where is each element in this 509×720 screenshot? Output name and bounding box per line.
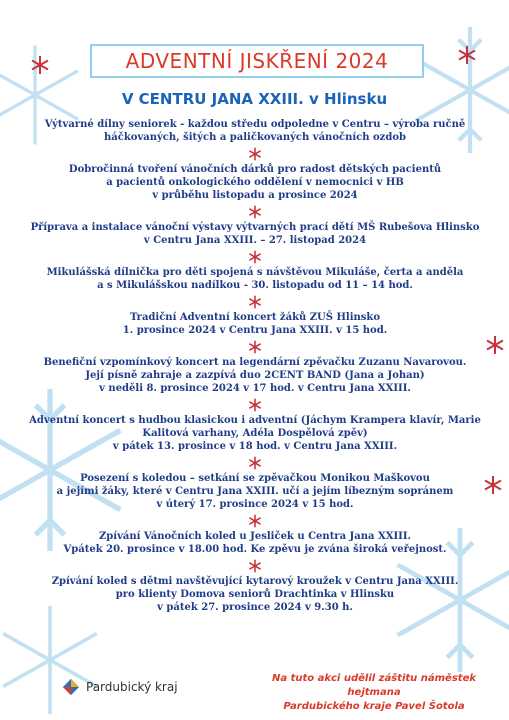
event-line: Zpívání koled s dětmi navštěvující kytarový kroužek v Centru Jana XXIII.	[51, 576, 459, 587]
snowflake-icon-red-left	[30, 55, 50, 75]
snowflake-icon	[248, 147, 262, 161]
event-item	[20, 472, 490, 511]
separator	[20, 556, 490, 575]
event-line: v pátek 27. prosince 2024 v 9.30 h.	[157, 602, 353, 613]
event-line: 1. prosince 2024 v Centru Jana XXIII. v 15 hod.	[122, 325, 388, 336]
event-line: a jejími žáky, které v Centru Jana XXIII. učí a jejím líbezným sopránem	[56, 486, 454, 497]
event-line: Výtvarné dílny seniorek - každou středu odpoledne v Centru – výroba ručně	[44, 119, 466, 130]
event-line: v pátek 13. prosince v 18 hod. v Centru Jana XXIII.	[112, 441, 398, 452]
event-item	[20, 266, 490, 292]
pardubicky-kraj-logo	[62, 678, 178, 696]
separator	[20, 292, 490, 311]
event-line: v Centru Jana XXIII. – 27. listopad 2024	[143, 235, 367, 246]
event-line: Příprava a instalace vánoční výstavy výtvarných prací dětí MŠ Rubešova Hlinsko	[30, 222, 480, 233]
event-item	[20, 118, 490, 144]
logo-text: Pardubický kraj	[86, 680, 178, 694]
event-item	[20, 221, 490, 247]
snowflake-icon	[248, 398, 262, 412]
separator	[20, 144, 490, 163]
snowflake-icon	[248, 559, 262, 573]
snowflake-icon	[248, 295, 262, 309]
event-item	[20, 414, 490, 453]
snowflake-icon-red-right	[457, 45, 477, 65]
pardubicky-kraj-logo-icon	[62, 678, 80, 696]
event-line: háčkovaných, šitých a paličkovaných vánočních ozdob	[104, 132, 406, 143]
event-item	[20, 163, 490, 202]
separator	[20, 337, 490, 356]
separator	[20, 202, 490, 221]
event-line: Adventní koncert s hudbou klasickou i adventní (Jáchym Krampera klavír, Marie	[29, 415, 481, 426]
event-line: v úterý 17. prosince 2024 v 15 hod.	[156, 499, 354, 510]
event-line: Vpátek 20. prosince v 18.00 hod. Ke zpěvu je zvána široká veřejnost.	[63, 544, 447, 555]
event-item	[20, 311, 490, 337]
separator	[20, 247, 490, 266]
snowflake-icon	[248, 205, 262, 219]
event-line: Posezení s koledou – setkání se zpěvačkou Monikou Maškovou	[80, 473, 430, 484]
event-line: Tradiční Adventní koncert žáků ZUŠ Hlinsko	[129, 312, 381, 323]
event-item	[20, 356, 490, 395]
events-list	[20, 118, 490, 614]
snowflake-icon-bottom-left	[0, 600, 110, 720]
event-line: v průběhu listopadu a prosince 2024	[152, 190, 358, 201]
snowflake-icon	[248, 456, 262, 470]
separator	[20, 395, 490, 414]
event-line: v neděli 8. prosince 2024 v 17 hod. v Centru Jana XXIII.	[99, 383, 411, 394]
page-subtitle: V CENTRU JANA XXIII. v Hlinsku	[121, 90, 388, 108]
snowflake-icon	[248, 250, 262, 264]
patronage-note	[259, 672, 489, 714]
event-item	[20, 575, 490, 614]
separator	[20, 453, 490, 472]
snowflake-icon	[248, 514, 262, 528]
event-line: Její písně zahraje a zazpívá duo 2CENT BAND (Jana a Johan)	[85, 370, 425, 381]
title-banner	[90, 44, 424, 78]
event-line: pro klienty Domova seniorů Drachtinka v Hlinsku	[115, 589, 395, 600]
separator	[20, 511, 490, 530]
patronage-line-2: Pardubického kraje Pavel Šotola	[283, 701, 465, 712]
event-line: Mikulášská dílnička pro děti spojená s návštěvou Mikuláše, čerta a anděla	[46, 267, 464, 278]
event-line: Dobročinná tvoření vánočních dárků pro radost dětských pacientů	[68, 164, 442, 175]
event-item	[20, 530, 490, 556]
event-line: Zpívání Vánočních koled u Jesliček u Centra Jana XXIII.	[98, 531, 412, 542]
page-title: ADVENTNÍ JISKŘENÍ 2024	[125, 49, 389, 73]
event-line: Kalitová varhany, Adéla Dospělová zpěv)	[142, 428, 368, 439]
snowflake-icon	[248, 340, 262, 354]
patronage-line-1: Na tuto akci udělil záštitu náměstek hejtmana	[271, 673, 477, 698]
event-line: Benefiční vzpomínkový koncert na legendární zpěvačku Zuzanu Navarovou.	[43, 357, 467, 368]
event-line: a s Mikulášskou nadílkou - 30. listopadu od 11 – 14 hod.	[97, 280, 413, 291]
event-line: a pacientů onkologického oddělení v nemocnici v HB	[106, 177, 404, 188]
